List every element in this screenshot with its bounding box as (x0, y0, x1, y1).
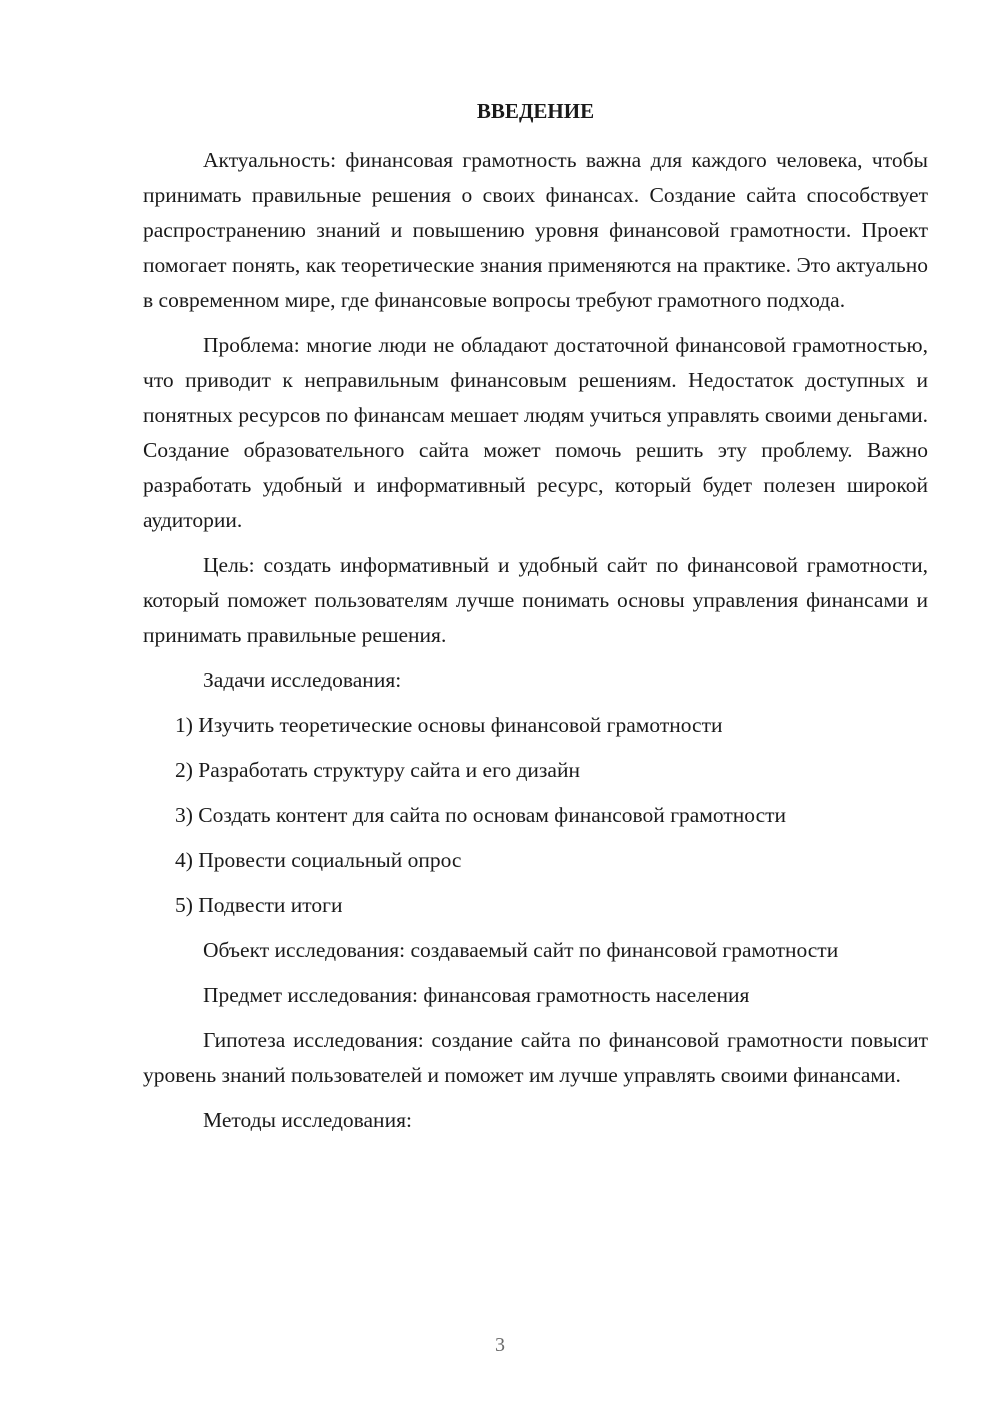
task-item-5: 5) Подвести итоги (175, 893, 343, 917)
task-item-4: 4) Провести социальный опрос (175, 848, 462, 872)
page-number: 3 (495, 1334, 505, 1356)
paragraph-goal: Цель: создать информативный и удобный сайт по финансовой грамотности, который поможет пользователям лучше понимать основы управления финансами и принимать правильные решения. (143, 553, 928, 647)
paragraph-object: Объект исследования: создаваемый сайт по финансовой грамотности (203, 938, 839, 962)
page-title: ВВЕДЕНИЕ (476, 99, 595, 123)
task-item-3: 3) Создать контент для сайта по основам финансовой грамотности (175, 803, 787, 827)
paragraph-hypothesis: Гипотеза исследования: создание сайта по финансовой грамотности повысит уровень знаний пользователей и поможет им лучше управлять своими финансами. (143, 1028, 928, 1087)
paragraph-relevance: Актуальность: финансовая грамотность важна для каждого человека, чтобы принимать правильные решения о своих финансах. Создание сайта способствует распространению знаний и повышению уровня финансовой грамотности. Проект помогает понять, как теоретические знания применяются на практике. Это актуально в современном мире, где финансовые вопросы требуют грамотного подхода. (143, 148, 928, 312)
task-item-2: 2) Разработать структуру сайта и его дизайн (175, 758, 580, 782)
paragraph-subject: Предмет исследования: финансовая грамотность населения (203, 983, 750, 1007)
task-item-1: 1) Изучить теоретические основы финансовой грамотности (175, 713, 723, 737)
paragraph-problem: Проблема: многие люди не обладают достаточной финансовой грамотностью, что приводит к неправильным финансовым решениям. Недостаток доступных и понятных ресурсов по финансам мешает людям учиться управлять своими деньгами. Создание образовательного сайта может помочь решить эту проблему. Важно разработать удобный и информативный ресурс, который будет полезен широкой аудитории. (143, 333, 928, 532)
methods-heading: Методы исследования: (203, 1108, 412, 1132)
document-body (143, 143, 928, 1148)
tasks-heading: Задачи исследования: (203, 668, 402, 692)
